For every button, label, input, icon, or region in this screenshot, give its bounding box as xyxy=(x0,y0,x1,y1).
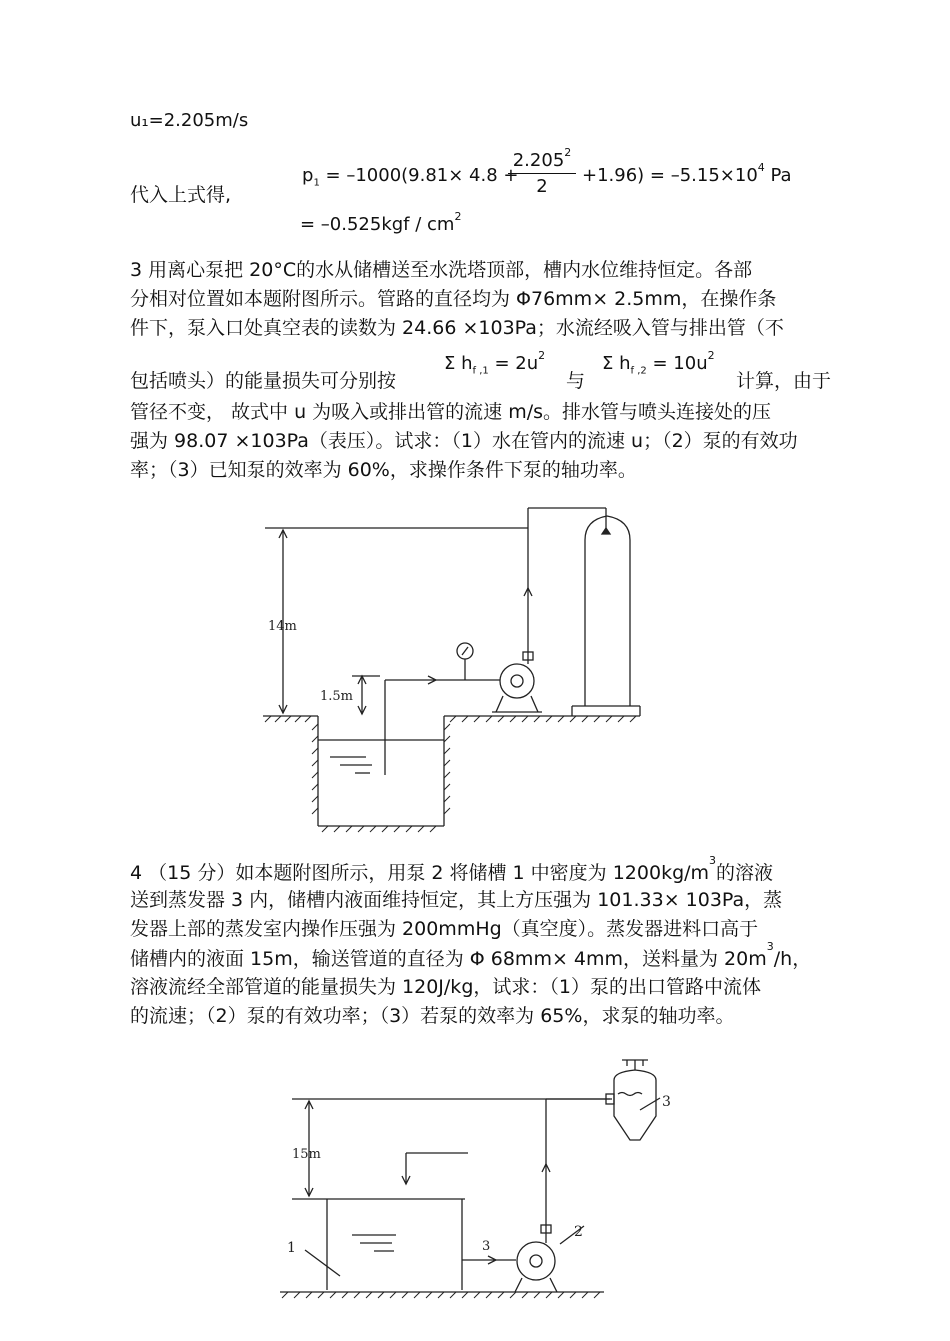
question-4-line1: 4 （15 分）如本题附图所示，用泵 2 将储槽 1 中密度为 $1200kg/m^3$的溶液 xyxy=(130,854,774,884)
fig2-pump-label: 2 xyxy=(574,1224,583,1240)
question-4-rest: 溶液流经全部管道的能量损失为 120J/kg，试求：（1）泵的出口管路中流体 的流速；（2）泵的有效功率；（3）若泵的效率为 65%，求泵的轴功率。 xyxy=(130,976,761,1027)
equation-p1: $p_1 = -1000(9.81\times 4.8$ + xyxy=(302,165,519,189)
formula-hf2: Σ $h_{f ,2} = 10u^2$ xyxy=(602,349,715,377)
question-3: 3 用离心泵把 20°C的水从储槽送至水洗塔顶部，槽内水位维持恒定。各部 分相对位置如本题附图所示。管路的直径均为 Φ76mm× 2.5mm，在操作条 件下，泵入口处真空表的读数为 24.66 ×103Pa；水流经吸入管与排出管（不 xyxy=(130,259,784,339)
substitute-label: 代入上式得, xyxy=(130,184,232,206)
question-4: 送到蒸发器 3 内，储槽内液面维持恒定，其上方压强为 101.33× 103Pa，蒸 发器上部的蒸发室内操作压强为 200mmHg（真空度）。蒸发器进料口高于 xyxy=(130,889,783,940)
u1-result: u₁=2.205m/s xyxy=(130,110,249,131)
question-3-with: 与 xyxy=(566,370,586,392)
question-3-line4: 包括喷头）的能量损失可分别按 xyxy=(130,370,397,392)
fig2-height-label: 15m xyxy=(292,1147,321,1162)
fig2-inlet-label: 3 xyxy=(482,1239,491,1254)
equation-p1-rhs: $+1.96) = -5.15\times 10^4$ Pa xyxy=(582,161,792,186)
question-4-line4: 储槽内的液面 15m，输送管道的直径为 Φ 68mm× 4mm，送料量为 $20m^3/h$， xyxy=(130,940,812,970)
fig2-tank-label: 1 xyxy=(287,1240,296,1256)
equation-fraction: 2.205$^2$ 2 xyxy=(508,150,576,197)
question-3-rest: 管径不变， 故式中 u 为吸入或排出管的流速 m/s。排水管与喷头连接处的压 强为 98.07 ×103Pa（表压）。试求：（1）水在管内的流速 u；（2）泵的有效功 率；（3）已知泵的效率为 60%，求操作条件下泵的轴功率。 xyxy=(130,401,798,481)
formula-hf1: Σ $h_{f ,1} = 2u^2$ xyxy=(444,349,546,377)
fig1-height-label: 14m xyxy=(268,619,297,634)
fig1-suction-label: 1.5m xyxy=(320,689,354,704)
question-3-line4-end: 计算，由于 xyxy=(736,370,832,392)
equation-kgf: = $-0.525kgf / cm^2$ xyxy=(300,210,462,235)
fig2-evaporator-label: 3 xyxy=(662,1094,671,1110)
